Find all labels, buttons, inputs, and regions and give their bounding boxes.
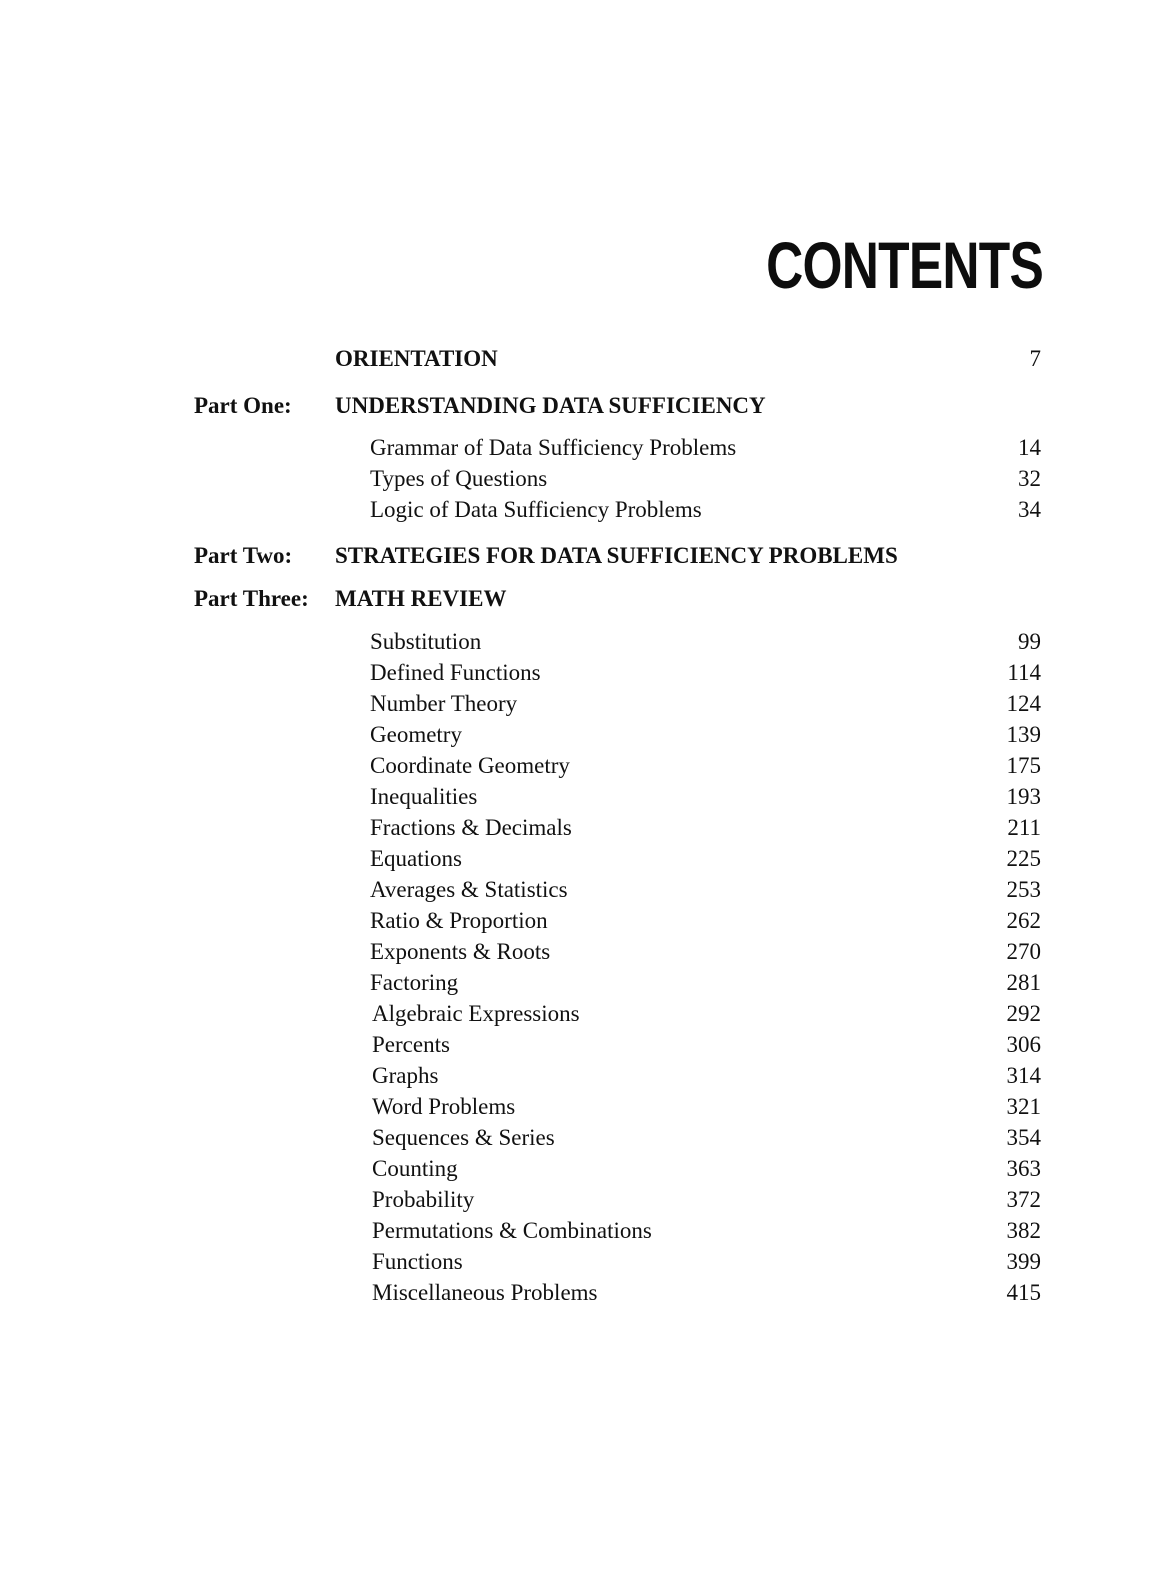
toc-part-one[interactable] bbox=[0, 390, 1163, 422]
toc-entry[interactable] bbox=[0, 657, 1163, 688]
toc-entry[interactable] bbox=[0, 1060, 1163, 1091]
entry-page: 193 bbox=[1006, 784, 1041, 809]
entry-title: Percents bbox=[372, 1032, 450, 1057]
entry-title: Functions bbox=[372, 1249, 463, 1274]
part-title: STRATEGIES FOR DATA SUFFICIENCY PROBLEMS bbox=[335, 543, 898, 568]
entry-page: 211 bbox=[1007, 815, 1041, 840]
entry-title: Miscellaneous Problems bbox=[372, 1280, 598, 1305]
toc-entry[interactable] bbox=[0, 1122, 1163, 1153]
part-label: Part One: bbox=[194, 393, 292, 418]
entry-title: Word Problems bbox=[372, 1094, 516, 1119]
toc-entry[interactable] bbox=[0, 719, 1163, 750]
section-title-orientation: ORIENTATION bbox=[335, 346, 498, 371]
entry-page: 99 bbox=[1018, 629, 1041, 654]
entry-title: Factoring bbox=[370, 970, 459, 995]
entry-page: 34 bbox=[1018, 497, 1041, 522]
toc-entry[interactable] bbox=[0, 432, 1163, 463]
toc-entry[interactable] bbox=[0, 812, 1163, 843]
entry-page: 14 bbox=[1018, 435, 1041, 460]
entry-title: Equations bbox=[370, 846, 462, 871]
entry-page: 114 bbox=[1007, 660, 1041, 685]
entry-title: Substitution bbox=[370, 629, 482, 654]
part-label: Part Two: bbox=[194, 543, 293, 568]
entry-title: Sequences & Series bbox=[372, 1125, 555, 1150]
entry-page: 253 bbox=[1006, 877, 1041, 902]
entry-page: 292 bbox=[1006, 1001, 1041, 1026]
toc-entry[interactable] bbox=[0, 936, 1163, 967]
entry-page: 314 bbox=[1006, 1063, 1041, 1088]
entry-page: 372 bbox=[1006, 1187, 1041, 1212]
entry-title: Coordinate Geometry bbox=[370, 753, 570, 778]
toc-entry[interactable] bbox=[0, 874, 1163, 905]
entry-page: 415 bbox=[1006, 1280, 1041, 1305]
toc-entry[interactable] bbox=[0, 750, 1163, 781]
part-label: Part Three: bbox=[194, 586, 309, 611]
toc-part-three[interactable] bbox=[0, 583, 1163, 615]
entry-page: 363 bbox=[1006, 1156, 1041, 1181]
entry-page: 124 bbox=[1006, 691, 1041, 716]
entry-title: Probability bbox=[372, 1187, 475, 1212]
entry-page: 270 bbox=[1006, 939, 1041, 964]
page-title: CONTENTS bbox=[766, 228, 1043, 302]
entry-page: 139 bbox=[1006, 722, 1041, 747]
entry-title: Counting bbox=[372, 1156, 458, 1181]
entry-title: Grammar of Data Sufficiency Problems bbox=[370, 435, 737, 460]
entry-title: Types of Questions bbox=[370, 466, 548, 491]
toc-entry[interactable] bbox=[0, 1246, 1163, 1277]
toc-orientation[interactable] bbox=[0, 343, 1163, 375]
entry-title: Logic of Data Sufficiency Problems bbox=[370, 497, 702, 522]
toc-entry[interactable] bbox=[0, 688, 1163, 719]
entry-title: Averages & Statistics bbox=[370, 877, 568, 902]
toc-entry[interactable] bbox=[0, 463, 1163, 494]
entry-page: 262 bbox=[1006, 908, 1041, 933]
entry-page: 399 bbox=[1006, 1249, 1041, 1274]
toc-entry[interactable] bbox=[0, 1277, 1163, 1308]
entry-title: Inequalities bbox=[370, 784, 478, 809]
entry-title: Algebraic Expressions bbox=[372, 1001, 580, 1026]
entry-page: 306 bbox=[1006, 1032, 1041, 1057]
entry-page: 281 bbox=[1006, 970, 1041, 995]
toc-entry[interactable] bbox=[0, 1091, 1163, 1122]
part-title: MATH REVIEW bbox=[335, 586, 507, 611]
entry-title: Geometry bbox=[370, 722, 462, 747]
section-page-orientation: 7 bbox=[1029, 346, 1041, 371]
toc-entry[interactable] bbox=[0, 843, 1163, 874]
toc-entry[interactable] bbox=[0, 905, 1163, 936]
entry-page: 175 bbox=[1006, 753, 1041, 778]
part-title: UNDERSTANDING DATA SUFFICIENCY bbox=[335, 393, 766, 418]
toc-entry[interactable] bbox=[0, 494, 1163, 525]
entry-page: 354 bbox=[1006, 1125, 1041, 1150]
toc-entry[interactable] bbox=[0, 1215, 1163, 1246]
toc-entry[interactable] bbox=[0, 998, 1163, 1029]
entry-page: 32 bbox=[1018, 466, 1041, 491]
entry-title: Graphs bbox=[372, 1063, 439, 1088]
toc-part-two[interactable] bbox=[0, 540, 1163, 572]
entry-page: 382 bbox=[1006, 1218, 1041, 1243]
entry-page: 225 bbox=[1006, 846, 1041, 871]
toc-entry[interactable] bbox=[0, 626, 1163, 657]
toc-entry[interactable] bbox=[0, 967, 1163, 998]
toc-entry[interactable] bbox=[0, 1029, 1163, 1060]
entry-title: Permutations & Combinations bbox=[372, 1218, 652, 1243]
toc-entry[interactable] bbox=[0, 781, 1163, 812]
entry-title: Fractions & Decimals bbox=[370, 815, 572, 840]
entry-page: 321 bbox=[1006, 1094, 1041, 1119]
entry-title: Number Theory bbox=[370, 691, 518, 716]
entry-title: Defined Functions bbox=[370, 660, 541, 685]
entry-title: Exponents & Roots bbox=[370, 939, 551, 964]
toc-entry[interactable] bbox=[0, 1153, 1163, 1184]
toc-entry[interactable] bbox=[0, 1184, 1163, 1215]
entry-title: Ratio & Proportion bbox=[370, 908, 548, 933]
